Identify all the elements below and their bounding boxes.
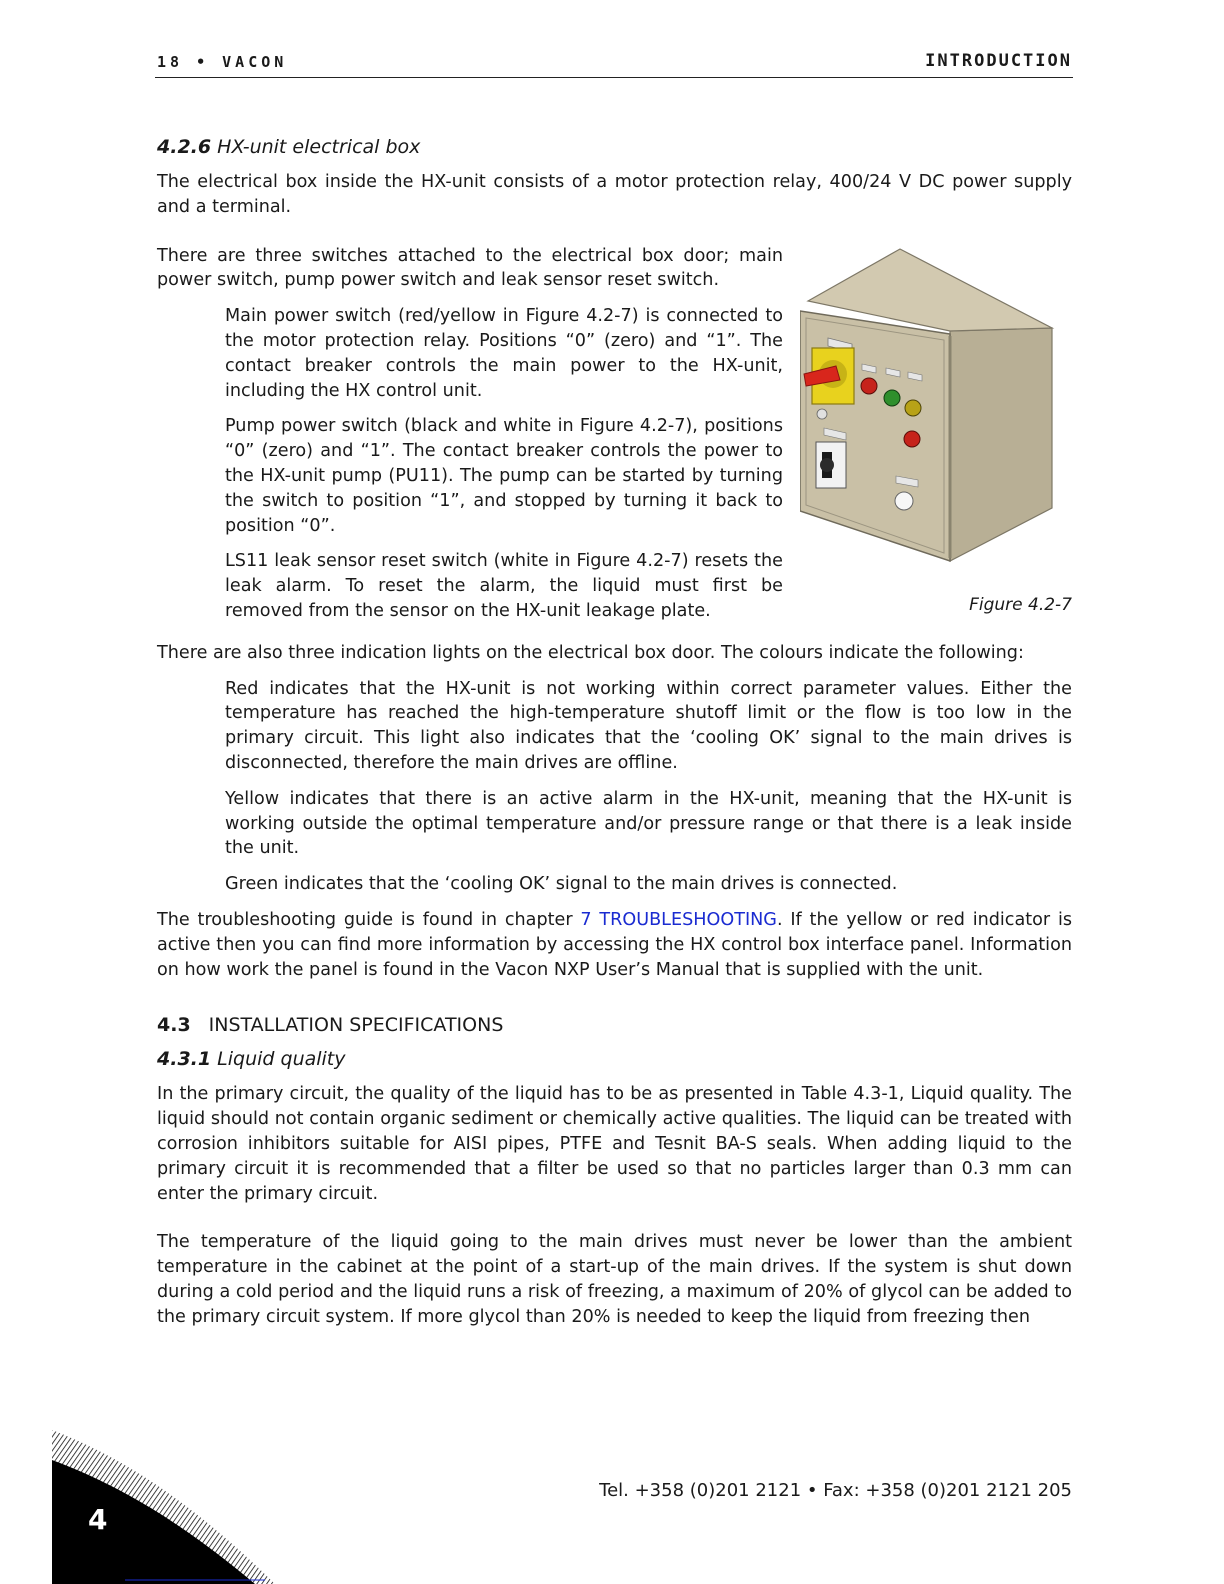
switches-text [157, 244, 783, 635]
section-number: 4.3.1 [157, 1048, 212, 1071]
text-run: . If the yellow or red indicator is active then you can find more information by accessing the HX control box interface panel. Information on how work the panel is found in the Vacon NXP User’s Manual that is supplied with the unit. [157, 909, 1073, 980]
figure-4-2-7 [800, 246, 1072, 635]
section-4-2-6-heading [157, 134, 1072, 160]
page-corner-graphic [0, 1420, 300, 1584]
list-item: Green indicates that the ‘cooling OK’ signal to the main drives is connected. [225, 874, 898, 895]
electrical-box-illustration [800, 246, 1072, 576]
page-tab-number: 4 [88, 1503, 108, 1536]
paragraph: The temperature of the liquid going to the main drives must never be lower than the ambient temperature in the cabinet at the point of a start-up of the main drives. If the system is shut down during a cold period and the liquid runs a risk of freezing, a maximum of 20% of glycol can be added to the primary circuit system. If more glycol than 20% is needed to keep the liquid from freezing then [157, 1232, 1072, 1327]
header-chapter: INTRODUCTION [925, 51, 1072, 71]
paragraph: There are three switches attached to the electrical box door; main power switch, pump power switch and leak sensor reset switch. [157, 245, 783, 291]
text-run: The troubleshooting guide is found in chapter [157, 909, 581, 930]
section-title: Liquid quality [217, 1048, 346, 1071]
header-rule [155, 77, 1073, 78]
list-item: Yellow indicates that there is an active alarm in the HX-unit, meaning that the HX-unit is working outside the optimal temperature and/or pressure range or that there is a leak inside the unit. [225, 788, 1072, 859]
page-content [157, 134, 1072, 1340]
list-item: Main power switch (red/yellow in Figure 4.2-7) is connected to the motor protection relay. Positions “0” (zero) and “1”. The contact breaker controls the main power to the HX-unit, including the HX control unit. [225, 306, 783, 401]
section-4-3-heading [157, 1012, 1072, 1038]
section-number: 4.2.6 [157, 136, 212, 158]
paragraph: The electrical box inside the HX-unit consists of a motor protection relay, 400/24 V DC power supply and a terminal. [157, 172, 1072, 217]
list-item: Red indicates that the HX-unit is not working within correct parameter values. Either the temperature has reached the high-temperature shutoff limit or the flow is too low in the primary circuit. This light also indicates that the ‘cooling OK’ signal to the main drives is disconnected, therefore the main drives are offline. [225, 678, 1072, 773]
list-item: LS11 leak sensor reset switch (white in Figure 4.2-7) resets the leak alarm. To reset the alarm, the liquid must first be removed from the sensor on the HX-unit leakage plate. [225, 551, 783, 621]
section-title: HX-unit electrical box [217, 136, 421, 158]
section-title: INSTALLATION SPECIFICATIONS [208, 1014, 504, 1037]
figure-caption: Figure 4.2-7 [969, 595, 1072, 616]
header-brand: 18 • VACON [157, 53, 288, 71]
section-4-3-1-heading [157, 1046, 1072, 1072]
section-number: 4.3 [157, 1014, 191, 1037]
paragraph: In the primary circuit, the quality of the liquid has to be as presented in Table 4.3-1, Liquid quality. The liquid should not contain organic sediment or chemically active qualities. The liquid can be treated with corrosion inhibitors suitable for AISI pipes, PTFE and Tesnit BA-S seals. When adding liquid to the primary circuit it is recommended that a filter be used so that no particles larger than 0.3 mm can enter the primary circuit. [157, 1084, 1072, 1204]
paragraph-troubleshooting [157, 908, 1072, 982]
paragraph: There are also three indication lights on the electrical box door. The colours indicate the following: [157, 642, 1024, 663]
footer-contact: Tel. +358 (0)201 2121 • Fax: +358 (0)201 2121 205 [599, 1480, 1072, 1501]
troubleshooting-link[interactable]: 7 TROUBLESHOOTING [580, 909, 777, 930]
list-item: Pump power switch (black and white in Figure 4.2-7), positions “0” (zero) and “1”. The contact breaker controls the power to the HX-unit pump (PU11). The pump can be started by turning the switch to position “1”, and stopped by turning it back to position “0”. [225, 416, 783, 536]
switches-block [157, 244, 1072, 635]
